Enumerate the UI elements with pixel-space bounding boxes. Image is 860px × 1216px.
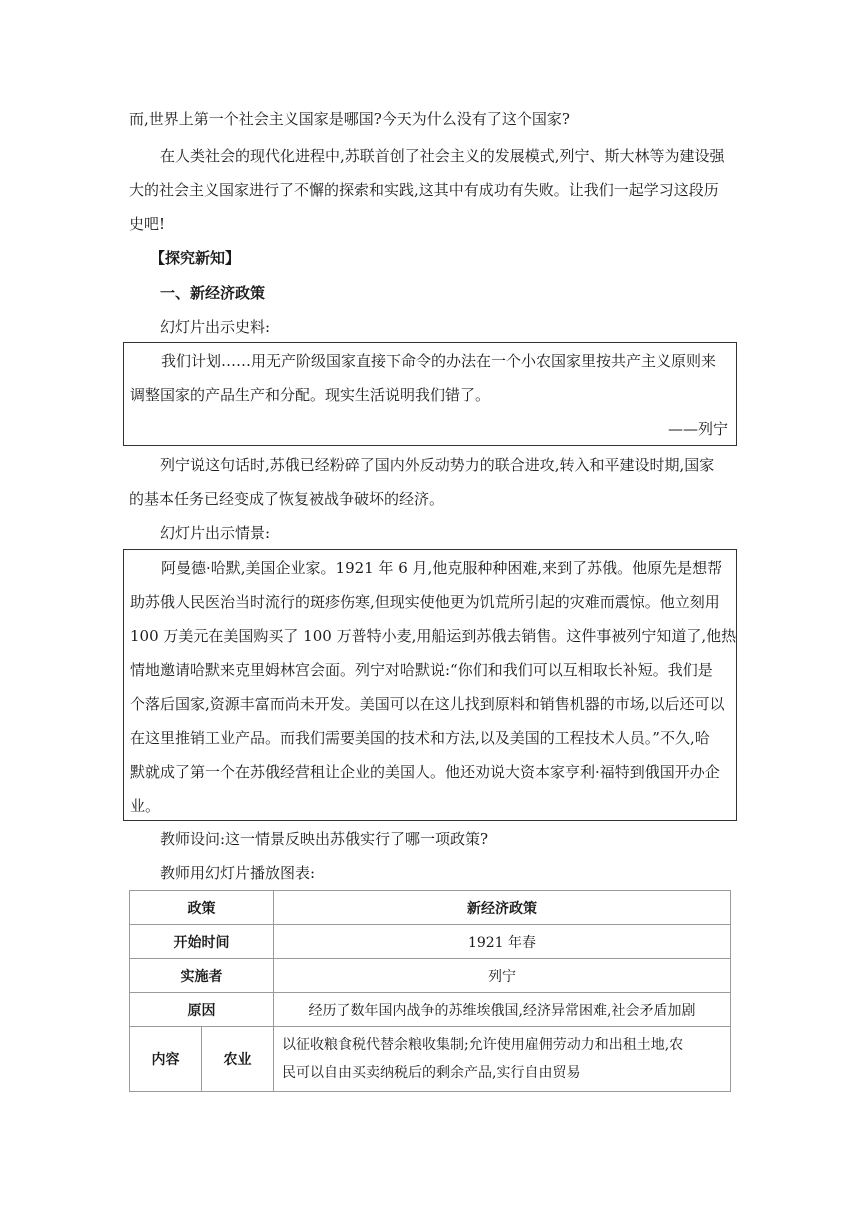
table-row [130, 959, 731, 993]
section-subheading: 一、新经济政策 [160, 284, 266, 302]
intro-paragraph-line: 大的社会主义国家进行了不懈的探索和实践,这其中有成功有失败。让我们一起学习这段历 [129, 181, 719, 199]
table-cell-line: 以征收粮食税代替余粮收集制;允许使用雇佣劳动力和出租土地,农 [282, 1037, 684, 1053]
quote-author: ——列宁 [667, 420, 728, 438]
slide-source-label: 幻灯片出示史料: [160, 318, 271, 336]
scene-label: 幻灯片出示情景: [160, 524, 271, 542]
scene-line: 默就成了第一个在苏俄经营租让企业的美国人。他还劝说大资本家亨利·福特到俄国开办企 [130, 763, 720, 781]
scene-box [123, 549, 737, 821]
quote-line: 我们计划……用无产阶级国家直接下命令的办法在一个小农国家里按共产主义原则来 [161, 352, 717, 370]
table-cell-key: 内容 [130, 1027, 202, 1092]
table-cell-value: 1921 年春 [274, 925, 731, 959]
body-line: 的基本任务已经变成了恢复被战争破坏的经济。 [129, 490, 445, 508]
chart-label: 教师用幻灯片播放图表: [160, 864, 316, 882]
teacher-question: 教师设问:这一情景反映出苏俄实行了哪一项政策? [160, 830, 489, 848]
table-row [130, 993, 731, 1027]
table-cell-value: 新经济政策 [274, 891, 731, 925]
table-cell-value: 经历了数年国内战争的苏维埃俄国,经济异常困难,社会矛盾加剧 [274, 993, 731, 1027]
intro-line: 而,世界上第一个社会主义国家是哪国?今天为什么没有了这个国家? [129, 110, 570, 128]
table-cell-key: 开始时间 [130, 925, 274, 959]
table-cell-line: 民可以自由买卖纳税后的剩余产品,实行自由贸易 [282, 1065, 581, 1081]
table-cell-key: 实施者 [130, 959, 274, 993]
body-line: 列宁说这句话时,苏俄已经粉碎了国内外反动势力的联合进攻,转入和平建设时期,国家 [160, 456, 715, 474]
quote-box [123, 342, 737, 446]
table-cell-key: 原因 [130, 993, 274, 1027]
scene-line: 在这里推销工业产品。而我们需要美国的技术和方法,以及美国的工程技术人员。”不久,哈 [130, 729, 710, 747]
scene-line: 个落后国家,资源丰富而尚未开发。美国可以在这儿找到原料和销售机器的市场,以后还可以 [130, 695, 725, 713]
policy-table [129, 890, 731, 1092]
intro-paragraph-line: 史吧! [129, 215, 166, 233]
intro-paragraph-line: 在人类社会的现代化进程中,苏联首创了社会主义的发展模式,列宁、斯大林等为建设强 [160, 147, 725, 165]
table-row [130, 1027, 731, 1092]
table-cell-value [274, 1027, 731, 1092]
scene-line: 100 万美元在美国购买了 100 万普特小麦,用船运到苏俄去销售。这件事被列宁知道了,他热 [130, 627, 737, 645]
table-cell-value: 列宁 [274, 959, 731, 993]
scene-line: 业。 [130, 797, 161, 815]
table-cell-subkey: 农业 [202, 1027, 274, 1092]
scene-line: 助苏俄人民医治当时流行的斑疹伤寒,但现实使他更为饥荒所引起的灾难而震惊。他立刻用 [130, 593, 720, 611]
table-row [130, 891, 731, 925]
table-cell-key: 政策 [130, 891, 274, 925]
quote-line: 调整国家的产品生产和分配。现实生活说明我们错了。 [130, 386, 491, 404]
table-row [130, 925, 731, 959]
scene-line: 阿曼德·哈默,美国企业家。1921 年 6 月,他克服种种困难,来到了苏俄。他原先是想帮 [161, 559, 723, 577]
section-heading: 【探究新知】 [150, 249, 241, 267]
scene-line: 情地邀请哈默来克里姆林宫会面。列宁对哈默说:“你们和我们可以互相取长补短。我们是 [130, 661, 713, 679]
